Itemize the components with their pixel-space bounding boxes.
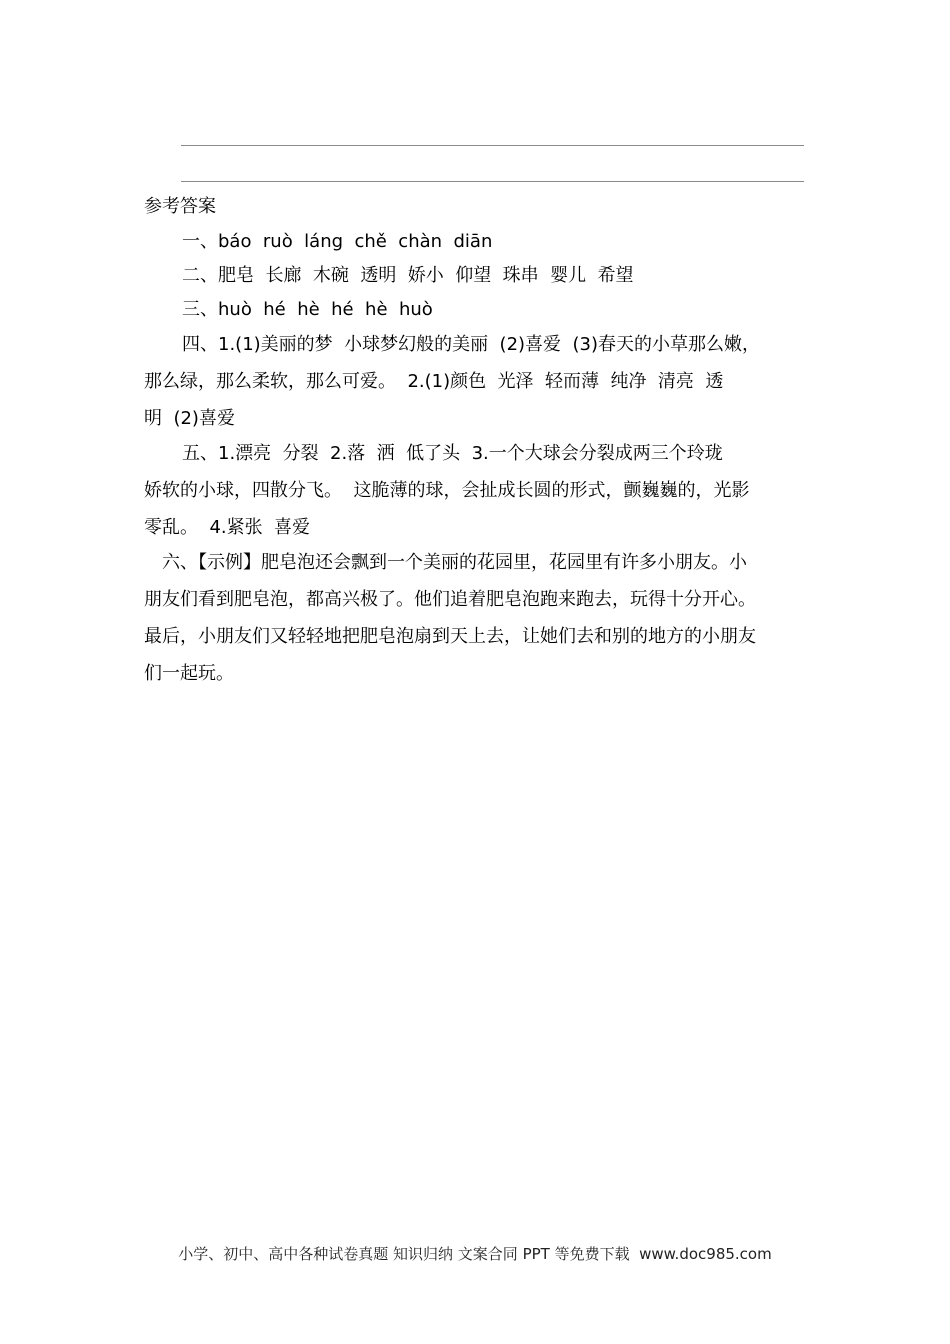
blank-answer-line-2 — [181, 181, 804, 182]
answer-6-line-4: 们一起玩。 — [144, 663, 234, 684]
answer-6-line-2: 朋友们看到肥皂泡，都高兴极了。他们追着肥皂泡跑来跑去，玩得十分开心。 — [144, 589, 756, 610]
blank-answer-line-1 — [181, 145, 804, 146]
answer-1: 一、báo ruò láng chě chàn diān — [182, 231, 493, 252]
answer-5-line-1: 五、1.漂亮 分裂 2.落 洒 低了头 3.一个大球会分裂成两三个玲珑 — [182, 443, 723, 464]
answer-3: 三、huò hé hè hé hè huò — [182, 299, 433, 320]
answer-5-line-3: 零乱。 4.紧张 喜爱 — [144, 517, 311, 538]
answer-6-line-1: 六、【示例】肥皂泡还会飘到一个美丽的花园里，花园里有许多小朋友。小 — [162, 552, 747, 573]
answer-4-line-2: 那么绿，那么柔软，那么可爱。 2.(1)颜色 光泽 轻而薄 纯净 清亮 透 — [144, 371, 724, 392]
answer-4-line-1: 四、1.(1)美丽的梦 小球梦幻般的美丽 (2)喜爱 (3)春天的小草那么嫩， — [182, 334, 760, 355]
answer-2: 二、肥皂 长廊 木碗 透明 娇小 仰望 珠串 婴儿 希望 — [182, 265, 634, 286]
answer-6-line-3: 最后，小朋友们又轻轻地把肥皂泡扇到天上去，让她们去和别的地方的小朋友 — [144, 626, 756, 647]
answer-5-line-2: 娇软的小球，四散分飞。 这脆薄的球，会扯成长圆的形式，颤巍巍的，光影 — [144, 480, 750, 501]
answer-4-line-3: 明 (2)喜爱 — [144, 408, 235, 429]
footer-download-notice: 小学、初中、高中各种试卷真题 知识归纳 文案合同 PPT 等免费下载 www.doc985.com — [178, 1245, 772, 1263]
answers-heading: 参考答案 — [144, 196, 216, 217]
